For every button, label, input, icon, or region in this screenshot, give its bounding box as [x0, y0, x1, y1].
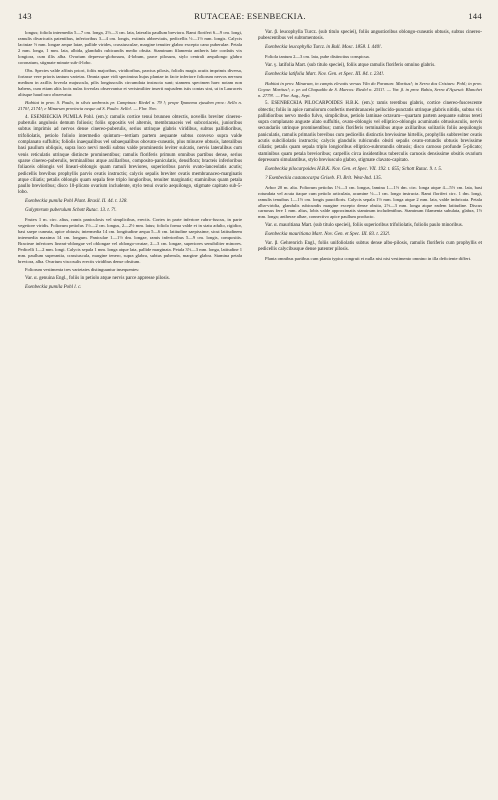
variety: Var. α. genuina Engl., foliis in petiolo atque nervis parce appresse pilosis. — [25, 275, 170, 281]
left-column — [18, 30, 242, 294]
reference: Esenbeckia leucophylla Turcz. in Bull. Mosc. 1858. I. 440!. — [265, 45, 382, 51]
page-number-right: 144 — [468, 11, 482, 21]
reference: Esenbeckia pumila Pohl Plant. Brasil. II. 44. t. 128. — [25, 199, 128, 205]
paragraph: Planta omnibus partibus cum planta typica congruit et nulla nisi nisi vestimento omnino in illa deficiente differt. — [265, 256, 472, 262]
species-description: 4. ESENBECKIA PUMILA Pohl. (em.): ramulis cortice tenui brunneo obtectis, novellis breviter cinereo-puberulis angulosis demum foliosis; foliis oppositis vel alternis, membranaceis vel subcoriaceis, junioribus subtus imprimis ad nervos dense cinereo-puberulis, serius utrinque glabris viridibus, subtus pallidioribus, trifoliolatis, petiolo foliolo intermedio quintum—tertiam partem aequante subtus convexo supra valde complanato suffultis; foliolis inaequalibus vel subaequalibus obovato-cuneatis, plus minusve obtusis, lateralibus basi paullum obliquis, supra loco nervi medii subtus valde prominentis leviter sulcatis, nervis lateralibus cum venis reticulatis utrinque distincte prominentibus; ramulis floriferis primum omnibus partibus dense, serius sparse cinereo-puberulis, terminalibus atque axillaribus, composito-paniculatis, densiflora; bracteis inferioribus foliaceis oblongis vel lineari-oblongis quam ramuli breviores, superioribus parvis ovato-lanceolatis acutis; pedicellis brevibus prophyllis parvis ovatis instructis; calycis sepalis breviter ovatis membranaceo-marginatis atque ciliatis; petalis oblongis quam sepala fere triplo longioribus, tenuiter marginatis; staminibus quam petala paullo brevioribus; disco 10-plicato ovarium includente, stylo tenui ovario aequilongo, stigmate capitato sub-5-lobo. — [18, 114, 242, 196]
paragraph: Obs. Species valde affinis priori, foliis majoribus, viridioribus, parcius pilosis, foliolis magis acutis imprimis diversa, fortasse vere prioris tantum varietas. Omnia quae vidi specimina hujus plantae in facie inferiore foliorum nervos nervum medium in axillis foveola majuscula, pilis longiusculis circumdata instructa sunt; stamens specimen haec notam non habens, cum etiam aliis locis nulas foveolas observantur et verisimiliter inserti nujusdem istis contas sint, ut in Lauraceis aliisque haud raro observatur. — [18, 68, 242, 97]
variety: Var. α. mauritiana Mart. (sub titulo speciei), foliis superioribus trifoliolatis, foliolis paulo minoribus. — [265, 222, 463, 228]
paragraph: Foliorum vestimenta tres varietates distinguuntur insequentes: — [25, 267, 140, 273]
reference: Esenbeckia pilocarpoides H.B.K. Nov. Gen. et Spec. VII. 192. t. 655; Schott Rutac. 9. t. 5. — [265, 166, 443, 172]
paragraph: Habitat in prov. S. Paulo, in silvis umbrosis pr. Campinas: Riedel n. 79 !; prope Ypanema ejusdem prov.: Sello n. 2170!, 2174!; e Minarum provincia neque ad S. Paulo: Sello!. — Flor. Nov. — [18, 100, 242, 112]
paragraph: Arbor 20 m. alta. Foliorum petiolus 1½—3 cm. longus, lamina 1—1½ dm. circ. longa atque 4—5½ cm. lata, basi rotundata vel acuta itaque cum petiolo articulata, acumine ½—1 cm. longo instructa. Rami floriferi circ. 1 dm. longi, ramulis tenuibus 1—1½ cm. longis paucifloris. Calycis sepala 1½ mm. longa atque 2 mm. lata, valde imbricata. Petala alba-viridia, glandulis rubicundis margine excepto dense obsita, 2½—3 mm. longa atque eadem latitudine. Discus carnosus fere 1 mm. altus, lobis valde approximatis staminum includentibus. Staminum filamenta subulata, glabra, 1½ mm. longa; antherae albae, connectivo apice paullum producto. — [258, 184, 482, 220]
paragraph: Foliola tantum 2—3 cm. lata, pube distinctius conspicua. — [265, 54, 370, 60]
running-header — [18, 11, 482, 23]
right-column — [258, 30, 482, 265]
reference: Galypterum puberulum Schott Rutac. 13. t. 7!. — [25, 208, 117, 214]
paragraph: longus; foliola intermedia 5—7 cm. longa, 2½—3 cm. lata, lateralia paullum breviora. Rami floriferi 6—9 cm. longi, ramulis divaricatis patentibus, inferioribus 3—4 cm. longis, extimis abbreviatis, pedicellis ½—1½ mm. longis. Calycis laciniae ½ mm. longae aeque latae, pallide virides, crassiusculae, margine tenuiter glabro excepto cano puberulae. Petala 2 mm. longa, 1 mm. lata, albida, glandulis rubicundis medio obsita. Staminum filamenta antheris late cordatis vix longiora, cum illis alba. Ovarium depresso-globosum, 4-lobum, parce pilosum, stylo centrali aequilongo glabro coronatum, stigmate minute sub-4-lobo. — [18, 30, 242, 65]
paragraph: Habitat in prov. Minarum, in campis elevatis versus Vão do Paranan: Martius!; in Serra dos Cristaes: Pohl; in prov. Goyaz: Martius!; c. pr. ad Chapadão de S. Marcos: Riedel n. 2511!. — Var. β. in prov. Bahia, Serra d'Açuruá: Blanchet n. 2779!. — Flor. Aug., Sept. — [258, 80, 482, 98]
species-description: 5. ESENBECKIA PILOCARPOIDES H.B.K. (em.): ramis teretibus glabris, cortice cinereo-fuscescente obtectis; foliis in apice ramulorum confertis membranaceis pellucido-punctatis utrinque glabris nitidis, subtus vix pallidioribus nervo medio fulvo, simplicibus, petiolo laminae octavam—quartam partem aequante subtus tereti supra complanato anguste alato suffultis, ovato-oblongis vel elliptico-oblongis acuminatis obtusiusculis, nervis secundariis utrinque prominentibus; ramis floriferis terminalibus atque axillaribus solitariis foliis aequilongis paniculatis, ramulis primariis brevibus cum pedicellis distinctis brevissime hirtellis, prophyllis subbreviter ovatis acutis subciliolatis instructis; calycis glandulis rubicundis obsiti sepalis ovato-rotundis obtusis brevissime ciliatis; petalis quam sepala triplo longioribus elliptico-subrotundis obtusis; disco carnoso profunde 5-plicato; staminibus quam petala brevioribus; carpellis circa insidentibus tuberculis carnosis densissime obsitis ovarium depressum simulantibus, stylo breviusculo glabro, stigmate clavato-capitato. — [258, 101, 482, 163]
reference: Esenbeckia pumila Pohl l. c. — [25, 284, 82, 290]
running-title: RUTACEAE: ESENBECKIA. — [194, 11, 306, 21]
reference: Esenbeckia latifolia Mart. Nov. Gen. et Spec. III. 84. t. 234!. — [265, 71, 385, 77]
variety: Var. β. leucophylla Turcz. (sub titulo speciei), foliis angustioribus oblongo-cuneatis obtusis, subtus cinereo-pubescentibus vel subtomentosis. — [258, 30, 482, 42]
paragraph: Frutex 1 m. circ. altus, ramis paniculosis vel simplicibus, erectis. Cortex in parte inferiore rubro-fuscus, in parte vegetiore viridis. Foliorum petiolus 1½—2 cm. longus, 2—2½ mm. latus; foliola forma valde et in statu adulto, rigidior, basi saepe cuneata, apice obtusis; intermedia 14 cm. longitudine aequa 5—6 cm. latitudine saepissime, sicut latitudinem intermedia maxima 14 cm. longum. Paniculae 1—1½ dm. longae, ramis inferioribus 5—9 cm. longis, compositis. Bracteae inferiores lineari-oblongae vel oblongae vel oblongo-ovatae, 2—3 cm. longae, superiores sensibiliter minores. Pedicelli 1—2 mm. longi. Calycis sepala 1 mm. longa atque lata, pallide marginata. Petala 3½—3 mm. longa, latitudine 1 mm. paullum superantia, crassiuscula, margine tenero, supra glabra, subtus puberula, margine glabra. Stamina petala breviora, alba. Ovarium viscosulis erectis viridibus dense obsitum. — [18, 217, 242, 264]
variety: Var. β. Gehrenrich Engl., foliis unifoliolatis subtus dense albo-pilosis, ramulis floriferis cum prophyllis et pedicellis calycibusque dense patenter pilosis. — [258, 240, 482, 253]
variety: Var. γ. latifolia Mart. (sub titulo speciei), foliis atque ramulis floriferis omnino glabris. — [265, 62, 436, 68]
reference: Esenbeckia mauritiana Mart. Nov. Gen. et Spec. III. 83. t. 232!. — [265, 231, 391, 237]
page-number-left: 143 — [18, 11, 32, 21]
reference: ? Esenbeckia castanocarpa Griseb. Fl. Brit. West-Ind. 135. — [265, 175, 382, 181]
